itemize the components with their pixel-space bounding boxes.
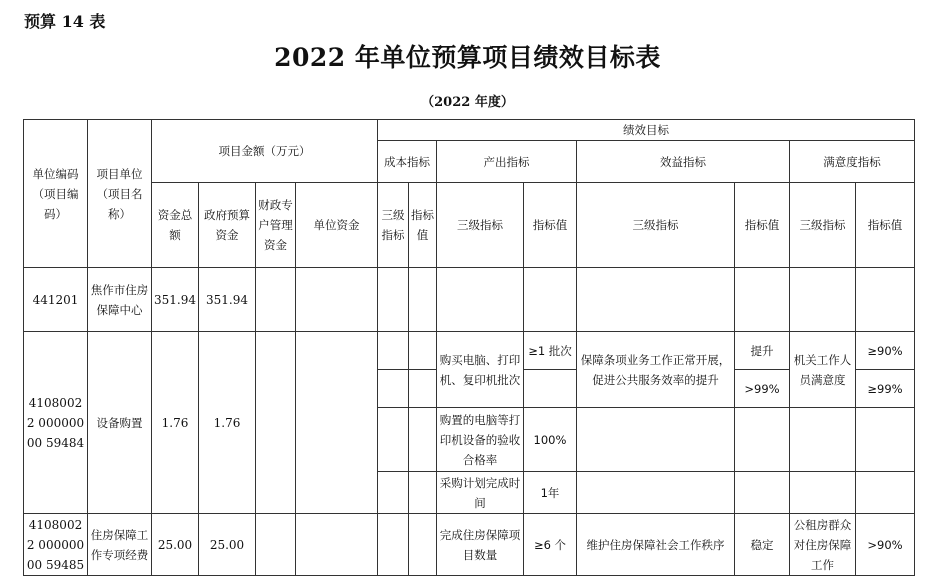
satisfaction-indicator-cell: 公租房群众对住房保障工作 bbox=[790, 514, 856, 576]
header-cost-level3: 三级指标 bbox=[378, 183, 409, 268]
output-indicator-cell: 购买电脑、打印机、复印机批次 bbox=[437, 332, 524, 408]
project-name-cell: 设备购置 bbox=[88, 332, 152, 514]
header-fiscal-special: 财政专户管理资金 bbox=[256, 183, 296, 268]
budget-table-number: 预算 14 表 bbox=[24, 12, 106, 31]
empty-cell bbox=[790, 408, 856, 472]
performance-table bbox=[23, 119, 915, 576]
unit-code-cell: 441201 bbox=[24, 268, 88, 332]
benefit-value-cell: 提升 bbox=[735, 332, 790, 370]
output-value-cell: ≥6 个 bbox=[524, 514, 577, 576]
header-output-indicator: 产出指标 bbox=[437, 141, 577, 183]
empty-cell bbox=[409, 514, 437, 576]
fund-total-cell: 351.94 bbox=[152, 268, 199, 332]
header-benefit-indicator: 效益指标 bbox=[577, 141, 790, 183]
header-performance-goal: 绩效目标 bbox=[378, 120, 915, 141]
header-gov-budget: 政府预算资金 bbox=[199, 183, 256, 268]
output-value-cell: ≥1 批次 bbox=[524, 332, 577, 370]
empty-cell bbox=[409, 268, 437, 332]
benefit-indicator-cell: 保障条项业务工作正常开展，促进公共服务效率的提升 bbox=[577, 332, 735, 408]
gov-budget-cell: 351.94 bbox=[199, 268, 256, 332]
output-indicator-cell: 购置的电脑等打印机设备的验收合格率 bbox=[437, 408, 524, 472]
table-row bbox=[24, 332, 915, 370]
page-title: 2022 年单位预算项目绩效目标表 bbox=[274, 43, 661, 72]
satisfaction-indicator-cell: 机关工作人员满意度 bbox=[790, 332, 856, 408]
empty-cell bbox=[378, 514, 409, 576]
satisfaction-value-cell: >90% bbox=[856, 514, 915, 576]
empty-cell bbox=[735, 472, 790, 514]
project-code-cell: 41080022 00000000 59485 bbox=[24, 514, 88, 576]
gov-budget-cell: 25.00 bbox=[199, 514, 256, 576]
header-satisfaction-value: 指标值 bbox=[856, 183, 915, 268]
empty-cell bbox=[296, 514, 378, 576]
project-code-cell: 41080022 00000000 59484 bbox=[24, 332, 88, 514]
header-row-3 bbox=[24, 183, 915, 268]
benefit-indicator-cell: 维护住房保障社会工作秩序 bbox=[577, 514, 735, 576]
output-value-cell: 1年 bbox=[524, 472, 577, 514]
empty-cell bbox=[378, 332, 409, 370]
empty-cell bbox=[409, 408, 437, 472]
empty-cell bbox=[735, 408, 790, 472]
empty-cell bbox=[378, 408, 409, 472]
satisfaction-value-cell: ≥99% bbox=[856, 370, 915, 408]
empty-cell bbox=[856, 268, 915, 332]
empty-cell bbox=[577, 268, 735, 332]
header-row-1 bbox=[24, 120, 915, 141]
header-unit-funds: 单位资金 bbox=[296, 183, 378, 268]
empty-cell bbox=[524, 268, 577, 332]
header-satisfaction-indicator: 满意度指标 bbox=[790, 141, 915, 183]
header-satisfaction-level3: 三级指标 bbox=[790, 183, 856, 268]
header-benefit-value: 指标值 bbox=[735, 183, 790, 268]
output-indicator-cell: 采购计划完成时间 bbox=[437, 472, 524, 514]
fund-total-cell: 1.76 bbox=[152, 332, 199, 514]
header-amount: 项目金额（万元） bbox=[152, 120, 378, 183]
empty-cell bbox=[856, 408, 915, 472]
table-row bbox=[24, 514, 915, 576]
header-cost-value: 指标值 bbox=[409, 183, 437, 268]
header-output-level3: 三级指标 bbox=[437, 183, 524, 268]
empty-cell bbox=[524, 370, 577, 408]
unit-name-cell: 焦作市住房保障中心 bbox=[88, 268, 152, 332]
output-indicator-cell: 完成住房保障项目数量 bbox=[437, 514, 524, 576]
output-value-cell: 100% bbox=[524, 408, 577, 472]
empty-cell bbox=[378, 472, 409, 514]
fund-total-cell: 25.00 bbox=[152, 514, 199, 576]
header-fund-total: 资金总额 bbox=[152, 183, 199, 268]
header-benefit-level3: 三级指标 bbox=[577, 183, 735, 268]
header-cost-indicator: 成本指标 bbox=[378, 141, 437, 183]
empty-cell bbox=[437, 268, 524, 332]
empty-cell bbox=[735, 268, 790, 332]
empty-cell bbox=[577, 408, 735, 472]
benefit-value-cell: >99% bbox=[735, 370, 790, 408]
header-unit-code: 单位编码（项目编码） bbox=[24, 120, 88, 268]
project-name-cell: 住房保障工作专项经费 bbox=[88, 514, 152, 576]
empty-cell bbox=[577, 472, 735, 514]
gov-budget-cell: 1.76 bbox=[199, 332, 256, 514]
empty-cell bbox=[790, 472, 856, 514]
empty-cell bbox=[856, 472, 915, 514]
fiscal-year: （2022 年度） bbox=[421, 95, 514, 110]
empty-cell bbox=[256, 514, 296, 576]
benefit-value-cell: 稳定 bbox=[735, 514, 790, 576]
empty-cell bbox=[296, 332, 378, 514]
header-output-value: 指标值 bbox=[524, 183, 577, 268]
empty-cell bbox=[409, 472, 437, 514]
empty-cell bbox=[256, 268, 296, 332]
empty-cell bbox=[409, 332, 437, 370]
satisfaction-value-cell: ≥90% bbox=[856, 332, 915, 370]
empty-cell bbox=[409, 370, 437, 408]
table-row bbox=[24, 268, 915, 332]
empty-cell bbox=[790, 268, 856, 332]
empty-cell bbox=[378, 370, 409, 408]
empty-cell bbox=[296, 268, 378, 332]
header-unit-name: 项目单位（项目名称） bbox=[88, 120, 152, 268]
empty-cell bbox=[378, 268, 409, 332]
empty-cell bbox=[256, 332, 296, 514]
